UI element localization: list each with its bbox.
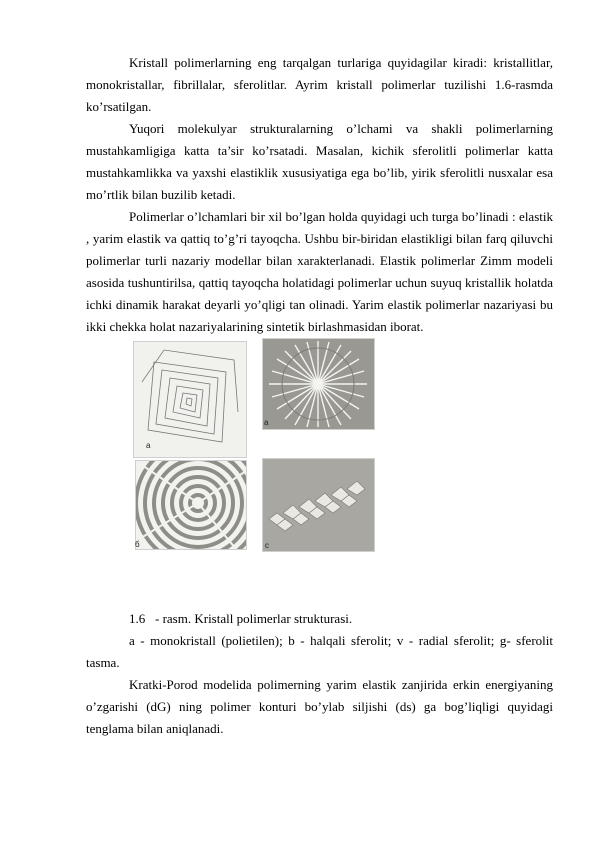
spherulite-ribbon-image: [262, 458, 375, 552]
figure-legend: a - monokristall (polietilen); b - halqali sferolit; v - radial sferolit; g- sferolit tasma.: [86, 633, 553, 670]
figure-number: 1.6: [129, 611, 146, 626]
ring-spherulite-image: [262, 338, 375, 430]
figure-crystal-structures: [86, 338, 553, 588]
paragraph-structure-strength: Yuqori molekulyar strukturalarning o’lchami va shakli polimerlarning mustahkamligiga katta ta’sir ko’rsatadi. Masalan, kichik sferolitli polimerlar katta mustahkamlikka va yaxshi elastiklik xususiyatiga ega bo’lib, yirik sferolitli nusxalar esa mo’rtlik bilan buzilib ketadi.: [86, 121, 553, 202]
figure-caption: [86, 608, 553, 630]
document-page: [86, 52, 553, 740]
paragraph-polymer-types: Polimerlar o’lchamlari bir xil bo’lgan holda quyidagi uch turga bo’linadi : elastik , yarim elastik va qattiq to’g’ri tayoqcha. Ushbu bir-biridan elastikligi bilan farq qiluvchi polimerlar turli nazariy modellar bilan xarakterlanadi. Elastik polimerlar Zimm modeli asosida tushuntirilsa, qattiq tayoqcha holatidagi polimerlar uchun suyuq kristallik holatda ichki dinamik harakat deyarli yo’qligi tan olinadi. Yarim elastik polimerlar nazariyasi bu ikki chekka holat nazariyalarining sintetik birlashmasidan iborat.: [86, 209, 553, 334]
panel-label-b: б: [135, 540, 140, 549]
panel-label-a-right: a: [264, 418, 269, 427]
paragraph-kratki-porod: Kratki-Porod modelida polimerning yarim elastik zanjirida erkin energiyaning o’zgarishi (dG) ning polimer konturi bo’ylab siljishi (ds) ga bog’liqligi quyidagi tenglama bilan aniqlanadi.: [86, 677, 553, 736]
panel-label-a-left: a: [146, 441, 151, 450]
banded-spherulite-image: [135, 460, 247, 550]
panel-label-c: c: [265, 541, 269, 550]
paragraph-intro: Kristall polimerlarning eng tarqalgan turlariga quyidagilar kiradi: kristallitlar, monokristallar, fibrillalar, sferolitlar. Ayrim kristall polimerlar tuzilishi 1.6-rasmda ko’rsatilgan.: [86, 55, 553, 114]
figure-title: - rasm. Kristall polimerlar strukturasi.: [155, 611, 353, 626]
